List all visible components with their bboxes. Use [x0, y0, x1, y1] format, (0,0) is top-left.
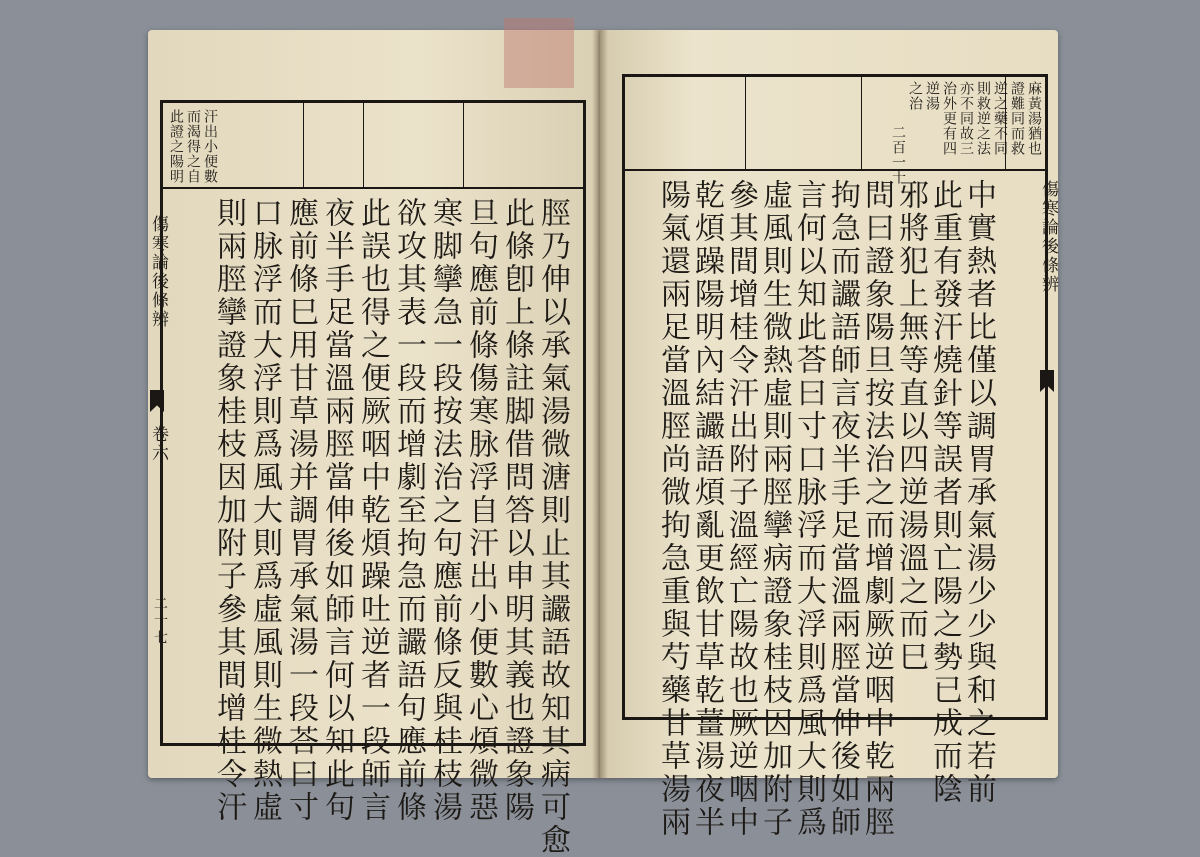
left-margin-volume: 卷六: [148, 425, 168, 463]
left-text-column: 旦句應前條傷寒脉浮自汗出小便數心煩微惡: [463, 197, 498, 824]
right-headnote-col: 證難同而救: [1009, 81, 1025, 156]
right-headnote-col: 亦不同故三: [958, 81, 974, 156]
right-headnote-col: 麻黃湯猶也: [1026, 81, 1042, 156]
right-text-column: 言何以知此荅曰寸口脉浮而大浮則爲風大則爲: [791, 179, 826, 839]
right-margin-title: 傷寒論後條辨: [1038, 180, 1058, 294]
left-margin-title: 傷寒論後條辨: [148, 215, 168, 329]
right-text-column: 拘急而讝語師言夜半手足當溫兩脛當伸後如師: [825, 179, 860, 839]
right-headnote-col: 之治: [907, 81, 923, 111]
right-headnote-row: [625, 77, 1045, 185]
right-headnote-col: 治外更有四: [941, 81, 957, 156]
right-headnote-number: 二百一十: [890, 125, 906, 185]
left-page-number: 二十七: [152, 596, 168, 647]
left-headnote-row: [163, 103, 583, 189]
left-text-frame: [160, 100, 586, 857]
left-text-column: 應前條巳用甘草湯并調胃承氣湯一段荅曰寸: [283, 197, 318, 824]
left-text-column: 此誤也得之便厥咽中乾煩躁吐逆者一段師言: [355, 197, 390, 824]
left-text-column: 寒脚攣急一段按法治之句應前條反與桂枝湯: [427, 197, 462, 824]
library-stamp: [504, 18, 574, 88]
right-text-frame: [622, 74, 1048, 839]
left-headnote-col: 汗出小便數: [202, 109, 218, 184]
right-text-column: 此重有發汗燒針等誤者則亡陽之勢已成而陰: [927, 179, 962, 806]
right-text-column: 乾煩躁陽明內結讝語煩亂更飲甘草乾薑湯夜半: [689, 179, 724, 839]
right-text-column: 問曰證象陽旦按法治之而增劇厥逆咽中乾兩脛: [859, 179, 894, 839]
right-text-column: 參其間增桂令汗出附子溫經亡陽故也厥逆咽中: [723, 179, 758, 839]
right-text-column: 陽氣還兩足當溫脛尚微拘急重與芍藥甘草湯兩: [655, 179, 690, 839]
open-book: [148, 30, 1058, 857]
right-headnote-col: 則救逆之法: [975, 81, 991, 156]
left-text-column: 口脉浮而大浮則爲風大則爲虛風則生微熱虛: [247, 197, 282, 824]
right-text-column: 邪將犯上無等直以四逆湯溫之而巳: [893, 179, 928, 674]
left-text-column: 欲攻其表一段而增劇至拘急而讝語句應前條: [391, 197, 426, 824]
left-headnote-col: 而渴得之自: [185, 109, 201, 184]
right-text-column: 虛風則生微熱虛則兩脛攣病證象桂枝因加附子: [757, 179, 792, 839]
left-text-column: 此條卽上條註脚借問答以申明其義也證象陽: [499, 197, 534, 824]
left-headnote-col: 此證之陽明: [168, 109, 184, 184]
right-headnote-col: 逆之藥不同: [992, 81, 1008, 156]
left-text-column: 夜半手足當溫兩脛當伸後如師言何以知此句: [319, 197, 354, 824]
left-text-column: 則兩脛攣證象桂枝因加附子參其間增桂令汗: [211, 197, 246, 824]
right-text-column: 中實熱者比僅以調胃承氣湯少少與和之若前: [961, 179, 996, 806]
right-headnote-col: 逆湯: [924, 81, 940, 111]
left-text-column: 脛乃伸以承氣湯微溏則止其讝語故知其病可愈: [535, 197, 570, 857]
book-gutter: [592, 30, 608, 778]
